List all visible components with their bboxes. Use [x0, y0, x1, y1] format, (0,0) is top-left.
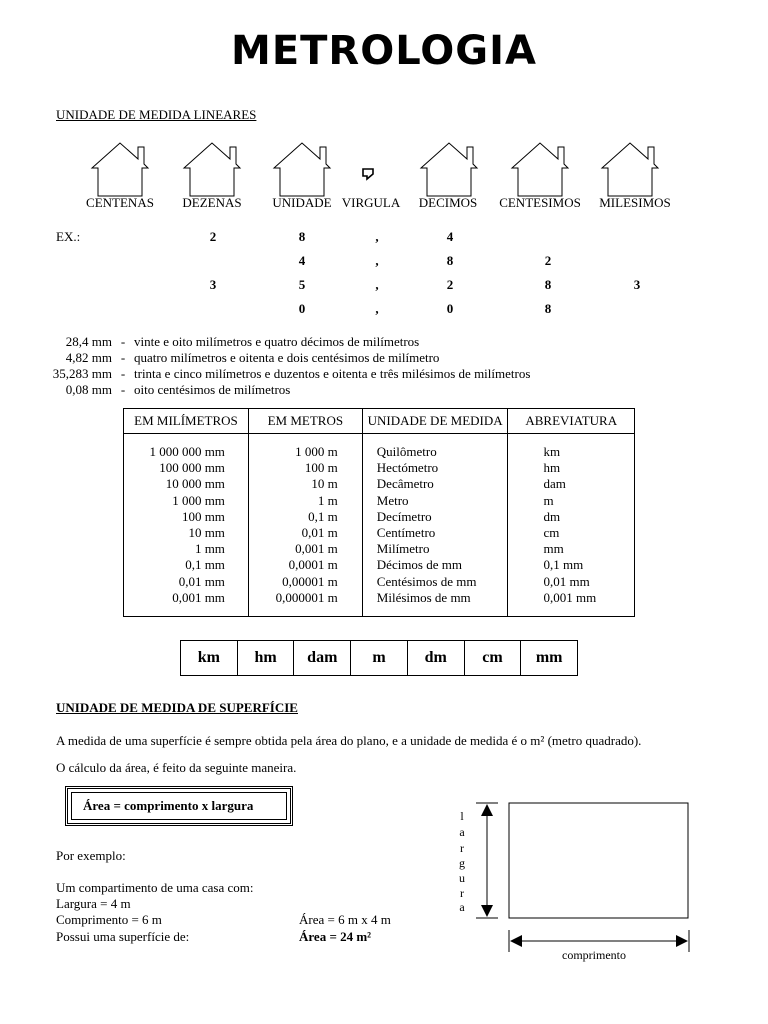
width-label-letter: r — [460, 841, 464, 855]
example-intro: Por exemplo: — [56, 848, 126, 863]
cell-meters: 0,01 m — [301, 525, 338, 541]
example-text: Um compartimento de uma casa com: — [56, 880, 254, 895]
cell-abbreviation: dam — [543, 476, 566, 492]
digit-cell: , — [375, 229, 379, 244]
column-meters — [248, 434, 362, 617]
place-label-milesimos: MILESIMOS — [599, 195, 671, 210]
cell-meters: 0,0001 m — [288, 557, 338, 573]
example-line: 28,4 mm - vinte e oito milímetros e quatro décimos de milímetros — [65, 334, 420, 349]
width-label-letter: l — [460, 809, 464, 823]
width-arrow — [476, 803, 498, 918]
digit-cell: 8 — [544, 301, 552, 316]
width-label-letter: a — [459, 825, 465, 839]
place-label-dezenas: DEZENAS — [182, 195, 242, 210]
digit-cell: 8 — [446, 253, 454, 268]
cell-unit: Milímetro — [376, 541, 430, 557]
cell-abbreviation: km — [543, 444, 561, 459]
column-header: EM METROS — [248, 409, 362, 434]
length-label: comprimento — [562, 948, 626, 962]
house-icon — [182, 142, 242, 197]
column-unit — [362, 434, 508, 617]
comma-icon — [361, 167, 375, 181]
cell-unit: Décimos de mm — [376, 557, 462, 573]
area-calculation: Área = 6 m x 4 m — [299, 912, 391, 927]
cell-millimeters: 100 mm — [181, 508, 225, 524]
digit-cell: 5 — [298, 277, 306, 292]
width-label-letter: a — [459, 900, 465, 914]
cell-millimeters: 0,01 mm — [178, 573, 225, 589]
table-body — [124, 434, 635, 617]
digit-cell: 4 — [298, 253, 306, 268]
cell-meters: 1 000 m — [295, 444, 338, 459]
surface-units-heading: UNIDADE DE MEDIDA DE SUPERFÍCIE — [56, 700, 298, 715]
place-label-virgula: VIRGULA — [341, 195, 401, 210]
digit-cell: 3 — [209, 277, 217, 292]
cell-unit: Hectómetro — [376, 460, 439, 476]
cell-meters: 1 m — [317, 492, 338, 508]
width-label-letter: g — [459, 856, 465, 870]
area-result: Área = 24 m² — [299, 929, 372, 944]
digit-cell: 8 — [544, 277, 552, 292]
width-label-letter: r — [460, 886, 464, 900]
digit-cell: 0 — [446, 301, 454, 316]
house-icon — [272, 142, 332, 197]
digit-cell: , — [375, 301, 379, 316]
surface-paragraph: O cálculo da área, é feito da seguinte maneira. — [56, 760, 297, 775]
example-line: 4,82 mm - quatro milímetros e oitenta e dois centésimos de milímetro — [65, 350, 440, 365]
digit-cell: 2 — [446, 277, 454, 292]
cell-millimeters: 1 000 000 mm — [149, 444, 225, 459]
unit-cell: mm — [535, 649, 563, 666]
house-icon — [510, 142, 570, 197]
area-diagram — [470, 800, 700, 960]
table-header-row — [124, 409, 635, 434]
digit-cell: 3 — [633, 277, 641, 292]
cell-unit: Decímetro — [376, 508, 432, 524]
digit-cell: 8 — [298, 229, 306, 244]
house-icon — [600, 142, 660, 197]
cell-millimeters: 1 000 mm — [172, 492, 225, 508]
cell-millimeters: 10 mm — [188, 525, 225, 541]
cell-meters: 0,1 m — [308, 508, 338, 524]
cell-millimeters: 0,001 mm — [172, 589, 225, 605]
place-label-centenas: CENTENAS — [86, 195, 154, 210]
cell-unit: Quilômetro — [376, 444, 437, 459]
digit-cell: , — [375, 277, 379, 292]
cell-abbreviation: 0,001 mm — [543, 589, 597, 605]
area-rectangle — [509, 803, 688, 918]
area-formula-box — [65, 786, 293, 826]
house-icon — [90, 142, 150, 197]
width-label-letter: u — [459, 871, 465, 885]
cell-abbreviation: mm — [543, 541, 564, 557]
cell-meters: 0,000001 m — [275, 589, 338, 605]
cell-abbreviation: 0,1 mm — [543, 557, 584, 573]
units-strip — [180, 640, 578, 676]
unit-cell: dam — [294, 641, 351, 675]
cell-millimeters: 100 000 mm — [159, 460, 225, 476]
column-header: ABREVIATURA — [508, 409, 635, 434]
unit-cell: km — [181, 641, 238, 675]
unit-cell: dm — [408, 641, 465, 675]
surface-paragraph: A medida de uma superfície é sempre obtida pela área do plano, e a unidade de medida é o m² (metro quadrado). — [56, 733, 642, 748]
unit-cell: m — [351, 641, 408, 675]
cell-millimeters: 1 mm — [194, 541, 225, 557]
conversion-table — [123, 408, 635, 617]
place-label-decimos: DECIMOS — [418, 195, 478, 210]
example-text: Possui uma superfície de: — [56, 929, 190, 944]
cell-meters: 100 m — [304, 460, 338, 476]
place-label-centesimos: CENTESIMOS — [499, 195, 581, 210]
cell-millimeters: 10 000 mm — [165, 476, 225, 492]
cell-unit: Milésimos de mm — [376, 589, 471, 605]
cell-abbreviation: cm — [543, 525, 560, 541]
digit-cell: 4 — [446, 229, 454, 244]
example-text: Comprimento = 6 m — [56, 912, 162, 927]
cell-meters: 10 m — [311, 476, 338, 492]
example-line: 35,283 mm - trinta e cinco milímetros e duzentos e oitenta e três milésimos de milímetros — [52, 366, 531, 381]
linear-units-heading: UNIDADE DE MEDIDA LINEARES — [56, 107, 257, 122]
column-header: UNIDADE DE MEDIDA — [362, 409, 508, 434]
digit-cell: 2 — [209, 229, 217, 244]
unit-cell: hm — [238, 641, 295, 675]
column-abbreviation — [508, 434, 635, 617]
cell-millimeters: 0,1 mm — [185, 557, 225, 573]
place-label-unidade: UNIDADE — [272, 195, 332, 210]
cell-unit: Centímetro — [376, 525, 436, 541]
cell-abbreviation: hm — [543, 460, 561, 476]
digit-cell: 2 — [544, 253, 552, 268]
cell-meters: 0,00001 m — [282, 573, 338, 589]
cell-abbreviation: m — [543, 492, 554, 508]
house-icon — [419, 142, 479, 197]
example-line: 0,08 mm - oito centésimos de milímetros — [65, 382, 291, 397]
column-header: EM MILÍMETROS — [124, 409, 249, 434]
cell-abbreviation: dm — [543, 508, 561, 524]
unit-cell: cm — [465, 641, 522, 675]
area-formula: Área = comprimento x largura — [71, 792, 287, 820]
column-millimeters — [124, 434, 249, 617]
cell-abbreviation: 0,01 mm — [543, 573, 590, 589]
example-label: EX.: — [56, 229, 81, 244]
cell-unit: Centésimos de mm — [376, 573, 477, 589]
example-text: Largura = 4 m — [56, 896, 131, 911]
cell-meters: 0,001 m — [295, 541, 338, 557]
cell-unit: Metro — [376, 492, 409, 508]
digit-cell: 0 — [298, 301, 306, 316]
digit-cell: , — [375, 253, 379, 268]
cell-unit: Decâmetro — [376, 476, 434, 492]
page-title: METROLOGIA — [231, 28, 537, 74]
